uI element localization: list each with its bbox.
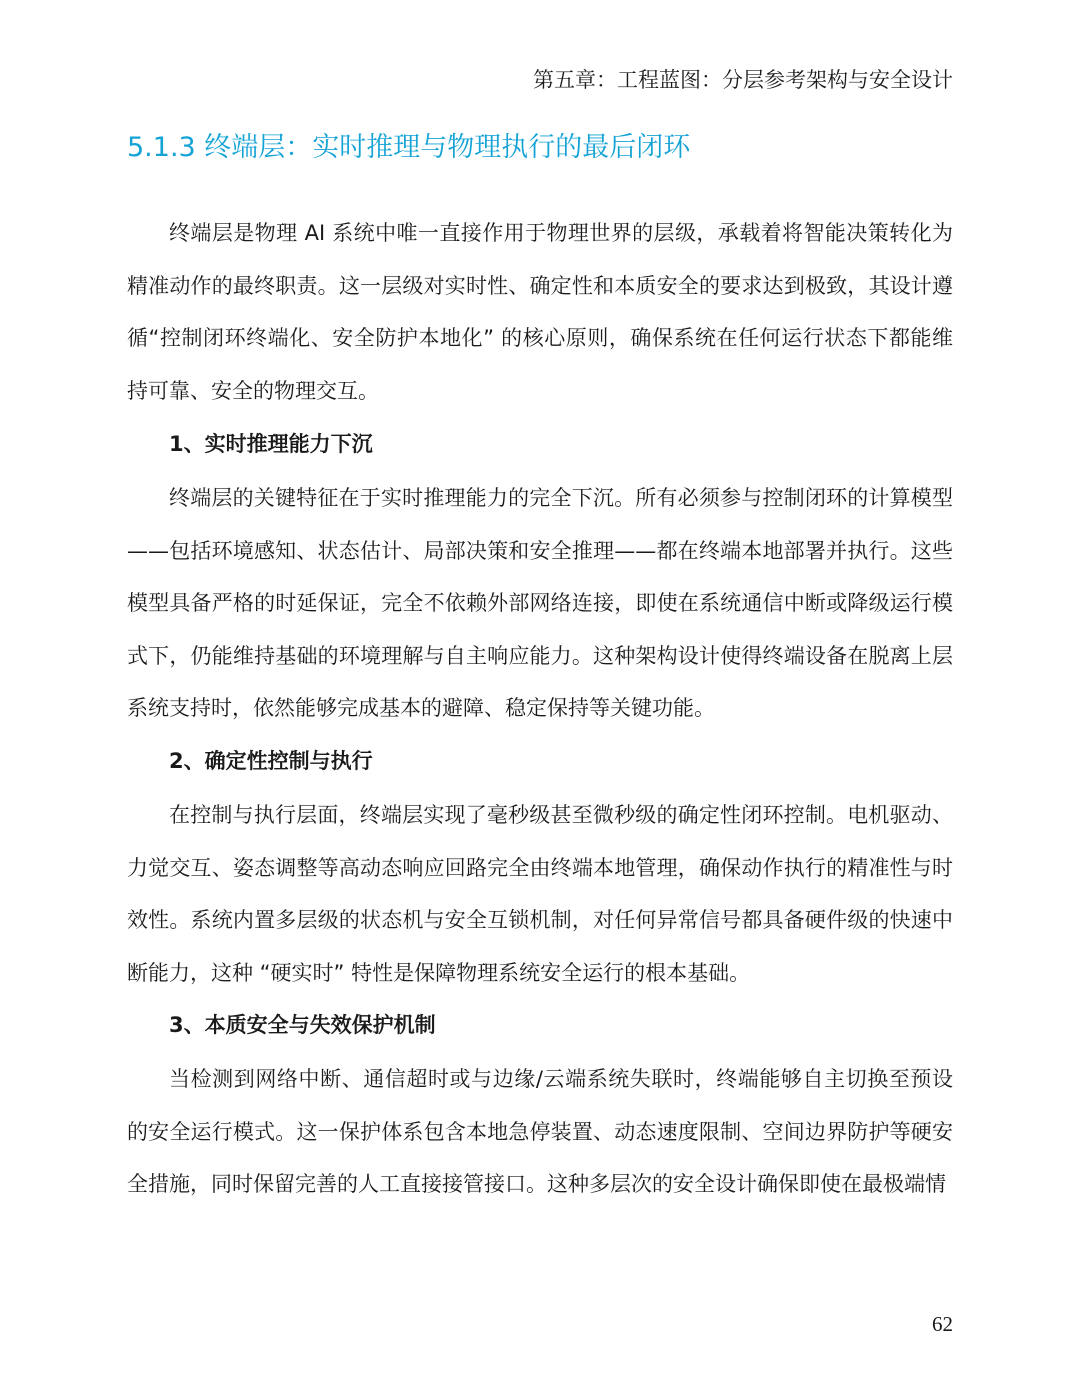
intro-paragraph: 终端层是物理 AI 系统中唯一直接作用于物理世界的层级，承载着将智能决策转化为精准动作的最终职责。这一层级对实时性、确定性和本质安全的要求达到极致，其设计遵循“控制闭环终端化、安全防护本地化” 的核心原则，确保系统在任何运行状态下都能维持可靠、安全的物理交互。 xyxy=(127,221,953,403)
subsection-paragraph-1: 终端层的关键特征在于实时推理能力的完全下沉。所有必须参与控制闭环的计算模型——包括环境感知、状态估计、局部决策和安全推理——都在终端本地部署并执行。这些模型具备严格的时延保证，完全不依赖外部网络连接，即使在系统通信中断或降级运行模式下，仍能维持基础的环境理解与自主响应能力。这种架构设计使得终端设备在脱离上层系统支持时，依然能够完成基本的避障、稳定保持等关键功能。 xyxy=(127,486,953,721)
subsection-heading-3: 3、本质安全与失效保护机制 xyxy=(169,1013,436,1037)
subsection-heading-1: 1、实时推理能力下沉 xyxy=(169,432,373,456)
running-header: 第五章：工程蓝图：分层参考架构与安全设计 xyxy=(533,68,953,92)
subsection-heading-2: 2、确定性控制与执行 xyxy=(169,749,373,773)
subsection-paragraph-3: 当检测到网络中断、通信超时或与边缘/云端系统失联时，终端能够自主切换至预设的安全运行模式。这一保护体系包含本地急停装置、动态速度限制、空间边界防护等硬安全措施，同时保留完善的人工直接接管接口。这种多层次的安全设计确保即使在最极端情 xyxy=(127,1067,953,1197)
page-number: 62 xyxy=(932,1312,953,1336)
section-title: 5.1.3 终端层：实时推理与物理执行的最后闭环 xyxy=(127,132,691,163)
subsection-paragraph-2: 在控制与执行层面，终端层实现了毫秒级甚至微秒级的确定性闭环控制。电机驱动、力觉交互、姿态调整等高动态响应回路完全由终端本地管理，确保动作执行的精准性与时效性。系统内置多层级的状态机与安全互锁机制，对任何异常信号都具备硬件级的快速中断能力，这种 “硬实时” 特性是保障物理系统安全运行的根本基础。 xyxy=(127,803,953,985)
